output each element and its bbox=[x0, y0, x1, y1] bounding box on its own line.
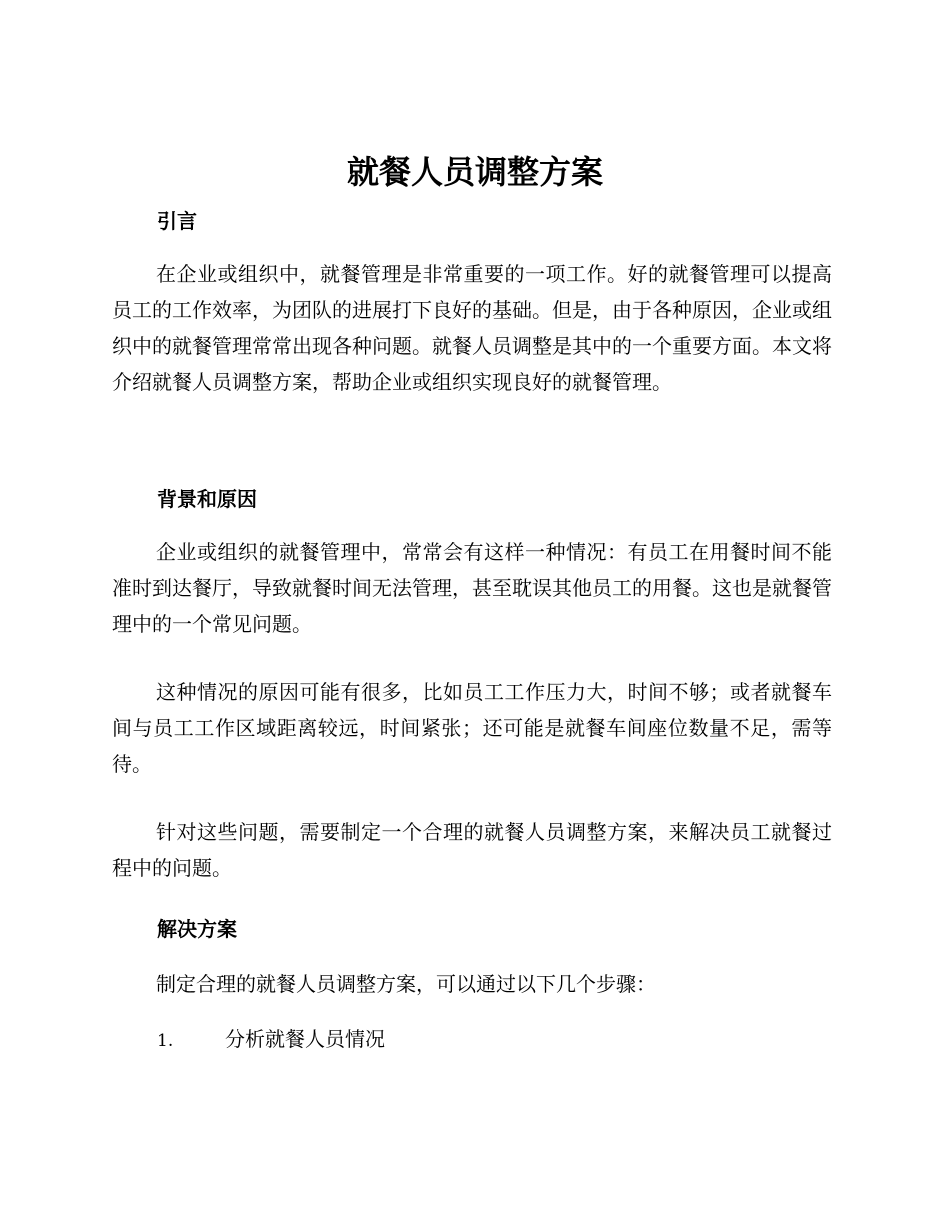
paragraph-background-3: 针对这些问题，需要制定一个合理的就餐人员调整方案，来解决员工就餐过程中的问题。 bbox=[112, 820, 832, 880]
list-item-number: 1. bbox=[157, 1031, 174, 1051]
list-item bbox=[157, 1021, 385, 1059]
paragraph-background-2: 这种情况的原因可能有很多，比如员工工作压力大，时间不够；或者就餐车间与员工工作区域距离较远，时间紧张；还可能是就餐车间座位数量不足，需等待。 bbox=[112, 680, 832, 776]
paragraph-background-1: 企业或组织的就餐管理中，常常会有这样一种情况：有员工在用餐时间不能准时到达餐厅，导致就餐时间无法管理，甚至耽误其他员工的用餐。这也是就餐管理中的一个常见问题。 bbox=[112, 540, 832, 636]
list-item-text: 分析就餐人员情况 bbox=[225, 1027, 385, 1051]
document-title: 就餐人员调整方案 bbox=[346, 153, 603, 191]
section-heading-intro: 引言 bbox=[157, 209, 197, 233]
section-heading-background: 背景和原因 bbox=[157, 487, 257, 511]
section-heading-solution: 解决方案 bbox=[157, 917, 237, 941]
paragraph-solution-1: 制定合理的就餐人员调整方案，可以通过以下几个步骤： bbox=[156, 972, 656, 996]
paragraph-intro-1: 在企业或组织中，就餐管理是非常重要的一项工作。好的就餐管理可以提高员工的工作效率，为团队的进展打下良好的基础。但是，由于各种原因，企业或组织中的就餐管理常常出现各种问题。就餐人员调整是其中的一个重要方面。本文将介绍就餐人员调整方案，帮助企业或组织实现良好的就餐管理。 bbox=[112, 262, 832, 394]
